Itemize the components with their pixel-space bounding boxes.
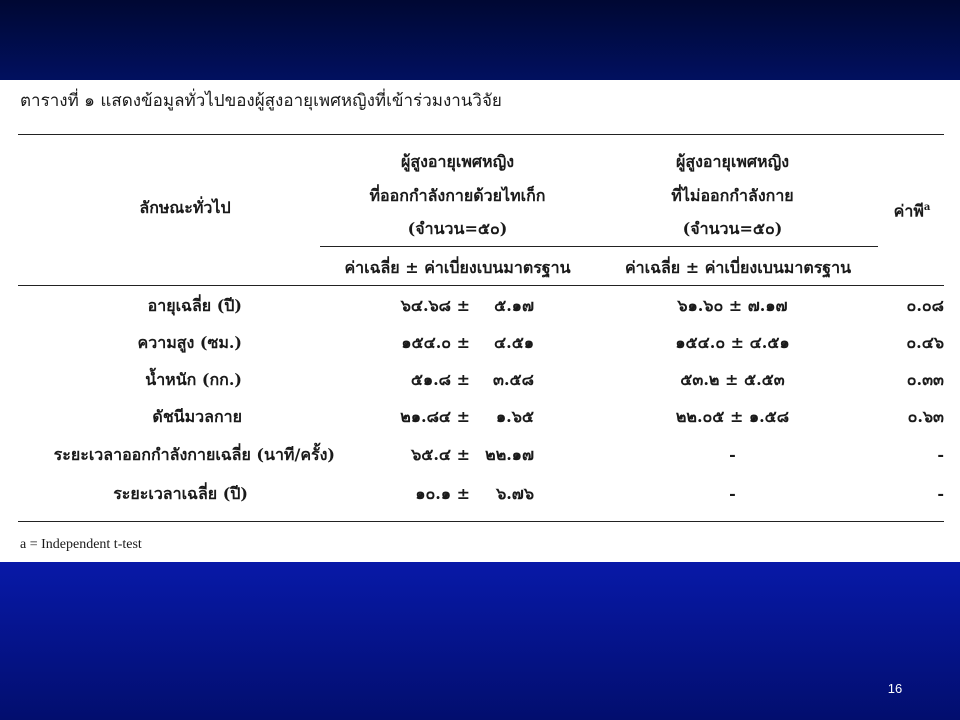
group1-line3: (จำนวน=๕๐) [407, 219, 508, 238]
row-g2: ๕๓.๒ ± ๕.๕๓ [680, 370, 785, 389]
row-label: ระยะเวลาออกกำลังกายเฉลี่ย (นาที/ครั้ง) [53, 445, 335, 464]
group1-subheader: ค่าเฉลี่ย ± ค่าเบี่ยงเบนมาตรฐาน [344, 258, 571, 277]
header-p-value [880, 198, 944, 221]
row-p: ๐.๓๓ [906, 370, 944, 389]
row-p: ๐.๐๘ [906, 296, 944, 315]
row-g1-mean: ๒๑.๘๔ ± [400, 407, 470, 426]
row-p: - [937, 445, 944, 464]
group-sub-rule [320, 246, 878, 247]
row-label: ความสูง (ซม.) [137, 333, 242, 352]
row-g1-sd: ๖.๗๖ [496, 484, 534, 503]
row-g1-sd: ๑.๖๕ [496, 407, 534, 426]
slide-header-bar [0, 0, 960, 80]
row-g1-mean: ๑๐.๑ ± [415, 484, 470, 503]
row-g2: ๑๕๔.๐ ± ๔.๕๑ [675, 333, 790, 352]
row-label: ดัชนีมวลกาย [152, 407, 242, 426]
row-p: ๐.๖๓ [907, 407, 944, 426]
row-label: ระยะเวลาเฉลี่ย (ปี) [113, 484, 248, 503]
group1-line2: ที่ออกกำลังกายด้วยไทเก็ก [369, 186, 546, 205]
row-g2: ๒๒.๐๕ ± ๑.๕๘ [675, 407, 790, 426]
header-general: ลักษณะทั่วไป [139, 198, 231, 217]
row-g1-mean: ๖๕.๔ ± [411, 445, 470, 464]
row-g1-sd: ๒๒.๑๗ [485, 445, 534, 464]
header-p-sup: a [923, 202, 931, 213]
row-label: น้ำหนัก (กก.) [145, 370, 242, 389]
header-bottom-rule [18, 285, 944, 286]
row-g1-sd: ๔.๕๑ [494, 333, 534, 352]
header-p-label: ค่าพี [893, 201, 924, 221]
row-p: - [937, 484, 944, 503]
table-bottom-rule [18, 521, 944, 522]
group1-line1: ผู้สูงอายุเพศหญิง [400, 152, 515, 171]
group2-line2: ที่ไม่ออกกำลังกาย [671, 186, 794, 205]
table-top-rule [18, 134, 944, 135]
group2-subheader: ค่าเฉลี่ย ± ค่าเบี่ยงเบนมาตรฐาน [624, 258, 852, 277]
row-g2: ๖๑.๖๐ ± ๗.๑๗ [677, 296, 788, 315]
row-g1-sd: ๓.๕๘ [493, 370, 534, 389]
table-caption: ตารางที่ ๑ แสดงข้อมูลทั่วไปของผู้สูงอายุเพศหญิงที่เข้าร่วมงานวิจัย [20, 91, 502, 111]
row-p: ๐.๔๖ [906, 333, 944, 352]
group2-line3: (จำนวน=๕๐) [682, 219, 783, 238]
row-g1-mean: ๖๔.๖๘ ± [400, 296, 470, 315]
row-g1-mean: ๑๕๔.๐ ± [401, 333, 470, 352]
row-g1-sd: ๕.๑๗ [494, 296, 534, 315]
table-footnote: a = Independent t-test [20, 537, 142, 552]
row-label: อายุเฉลี่ย (ปี) [147, 296, 242, 315]
group2-line1: ผู้สูงอายุเพศหญิง [675, 152, 790, 171]
row-g1-mean: ๕๑.๘ ± [410, 370, 470, 389]
row-g2: - [729, 484, 736, 503]
slide-page-number: 16 [887, 681, 903, 696]
row-g2: - [729, 445, 736, 464]
